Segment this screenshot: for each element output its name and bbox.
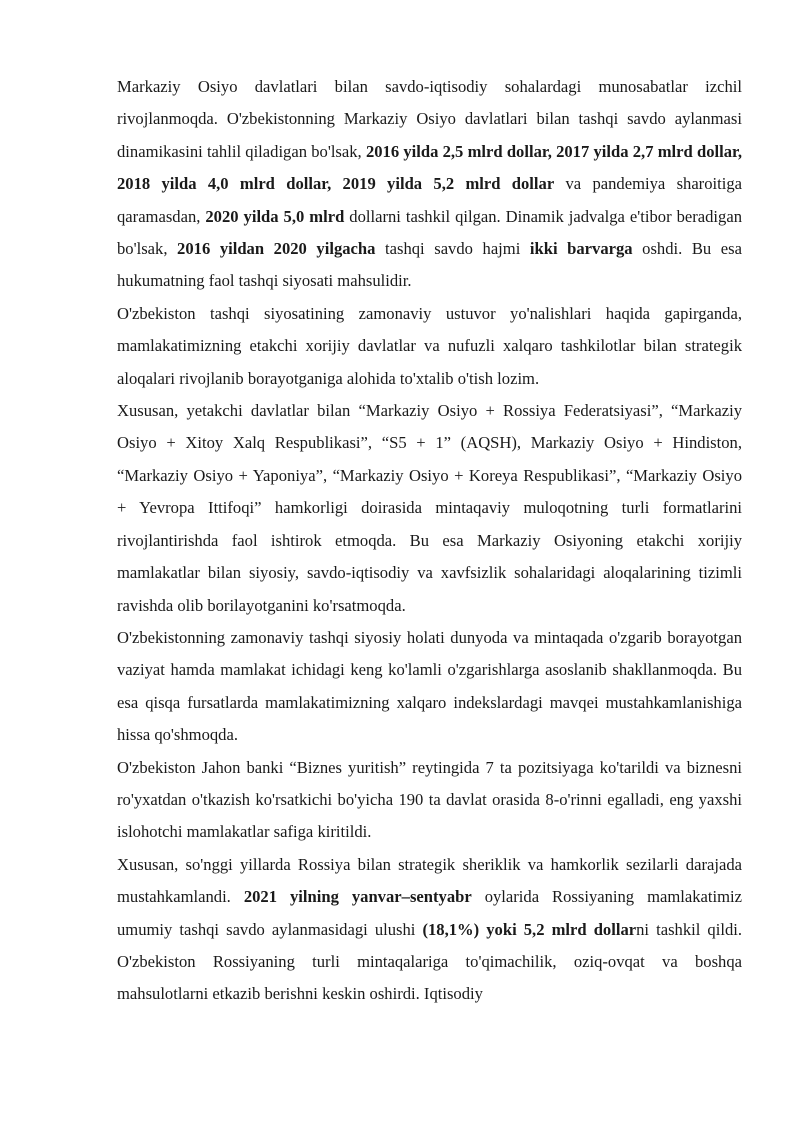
bold-text: (18,1%) yoki 5,2 mlrd dollar <box>422 919 637 939</box>
body-text: tashqi savdo hajmi <box>375 239 530 259</box>
paragraph <box>117 752 742 849</box>
paragraph <box>117 849 742 1011</box>
body-text: oshdi. Bu esa hukumatning faol tashqi siyosati mahsulidir. <box>117 239 742 291</box>
body-text: O'zbekiston Jahon banki “Biznes yuritish” reytingida 7 ta pozitsiyaga ko'tarildi va biznesni ro'yxatdan o'tkazish ko'rsatkichi bo'yicha 190 ta davlat orasida 8-o'rinni egalladi, eng yaxshi islohotchi mamlakatlar safiga kiritildi. <box>117 757 742 842</box>
paragraph <box>117 395 742 622</box>
paragraph <box>117 622 742 752</box>
bold-text: ikki barvarga <box>529 239 633 259</box>
bold-text: 2016 yildan 2020 yilgacha <box>177 239 376 259</box>
body-text: O'zbekiston tashqi siyosatining zamonaviy ustuvor yo'nalishlari haqida gapirganda, mamlakatimizning etakchi xorijiy davlatlar va nufuzli xalqaro tashkilotlar bilan strategik aloqalari rivojlanib borayotganiga alohida to'xtalib o'tish lozim. <box>117 303 742 388</box>
body-text: Xususan, yetakchi davlatlar bilan “Markaziy Osiyo + Rossiya Federatsiyasi”, “Markaziy Osiyo + Xitoy Xalq Respublikasi”, “S5 + 1” (AQSH), Markaziy Osiyo + Hindiston, “Markaziy Osiyo + Yaponiya”, “Markaziy Osiyo + Koreya Respublikasi”, “Markaziy Osiyo + Yevropa Ittifoqi” hamkorligi doirasida mintaqaviy muloqotning turli formatlarini rivojlantirishda faol ishtirok etmoqda. Bu esa Markaziy Osiyoning etakchi xorijiy mamlakatlar bilan siyosiy, savdo-iqtisodiy va xavfsizlik sohalaridagi aloqalarining tizimli ravishda olib borilayotganini ko'rsatmoqda. <box>117 401 742 615</box>
body-text: va pandemiya sharoitiga qaramasdan, <box>117 174 742 226</box>
body-text: Xususan, so'nggi yillarda Rossiya bilan strategik sheriklik va hamkorlik sezilarli darajada mustahkamlandi. <box>117 854 742 907</box>
body-text: O'zbekistonning zamonaviy tashqi siyosiy holati dunyoda va mintaqada o'zgarib borayotgan vaziyat hamda mamlakat ichidagi keng ko'lamli o'zgarishlarga asoslanib shakllanmoqda. Bu esa qisqa fursatlarda mamlakatimizning xalqaro indekslardagi mavqei mustahkamlanishiga hissa qo'shmoqda. <box>117 627 742 745</box>
bold-text: 2021 yilning yanvar–sentyabr <box>243 887 472 907</box>
body-text: dollarni tashkil qilgan. Dinamik jadvalga e'tibor beradigan bo'lsak, <box>117 206 742 259</box>
body-text: ni tashkil qildi. O'zbekiston Rossiyaning turli mintaqalariga to'qimachilik, oziq-ovqat va boshqa mahsulotlarni etkazib berishni keskin oshirdi. Iqtisodiy <box>117 919 742 1004</box>
bold-text: 2020 yilda 5,0 mlrd <box>205 206 345 226</box>
bold-text: 2016 yilda 2,5 mlrd dollar, 2017 yilda 2,7 mlrd dollar, 2018 yilda 4,0 mlrd dollar, 2019 yilda 5,2 mlrd dollar <box>117 141 742 194</box>
document-body <box>117 71 742 1011</box>
paragraph <box>117 298 742 395</box>
body-text: oylarida Rossiyaning mamlakatimiz umumiy tashqi savdo aylanmasidagi ulushi <box>117 887 743 939</box>
body-text: Markaziy Osiyo davlatlari bilan savdo-iqtisodiy sohalardagi munosabatlar izchil rivojlanmoqda. O'zbekistonning Markaziy Osiyo davlatlari bilan tashqi savdo aylanmasi dinamikasini tahlil qiladigan bo'lsak, <box>117 77 742 161</box>
paragraph <box>117 71 742 298</box>
